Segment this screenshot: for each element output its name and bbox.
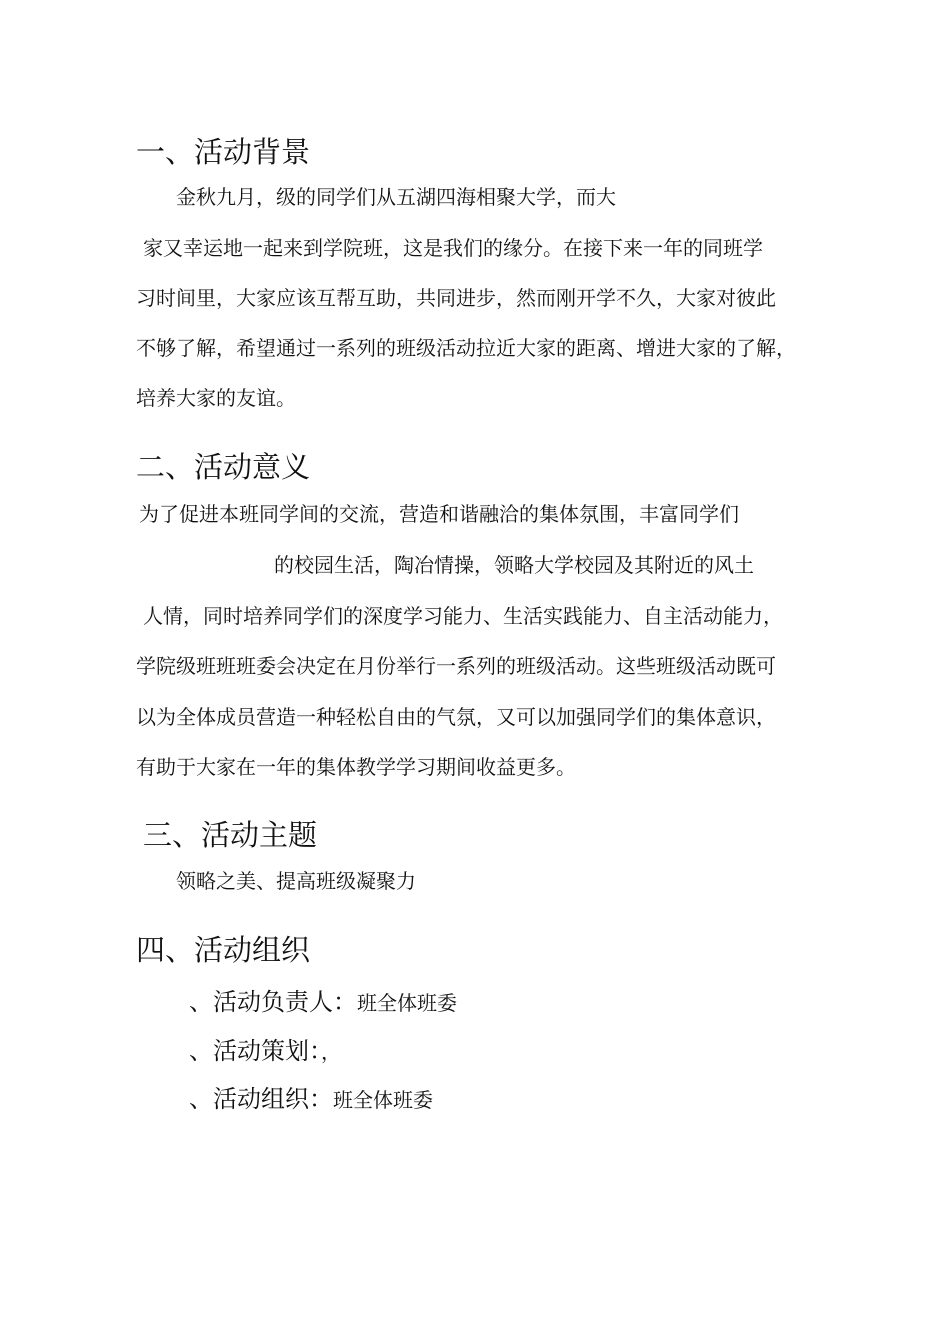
org-item: [189, 988, 457, 1017]
org-item-label: 、活动策划：: [189, 1037, 321, 1065]
section-heading-organization: 四、活动组织: [136, 933, 311, 967]
paragraph-line: 人情，同时培养同学们的深度学习能力、生活实践能力、自主活动能力，: [143, 604, 783, 628]
section-heading-theme: 三、活动主题: [143, 818, 318, 852]
paragraph-line: 习时间里，大家应该互帮互助，共同进步，然而刚开学不久，大家对彼此: [136, 286, 776, 310]
paragraph-line: 家又幸运地一起来到学院班，这是我们的缘分。在接下来一年的同班学: [143, 236, 763, 260]
org-item: [189, 1085, 433, 1114]
org-item-label: 、活动组织：: [189, 1085, 333, 1113]
org-item-value: 班全体班委: [357, 991, 457, 1015]
org-item-value: ，: [321, 1040, 341, 1064]
org-item-value: 班全体班委: [333, 1088, 433, 1112]
paragraph-line: 学院级班班班委会决定在月份举行一系列的班级活动。这些班级活动既可: [136, 654, 776, 678]
theme-text: 领略之美、提高班级凝聚力: [176, 869, 416, 893]
paragraph-line: 以为全体成员营造一种轻松自由的气氛，又可以加强同学们的集体意识，: [136, 705, 776, 729]
paragraph-line: 不够了解，希望通过一系列的班级活动拉近大家的距离、增进大家的了解，: [136, 336, 796, 360]
paragraph-line: 有助于大家在一年的集体教学学习期间收益更多。: [136, 755, 576, 779]
paragraph-line: 金秋九月，级的同学们从五湖四海相聚大学，而大: [176, 185, 616, 209]
section-heading-background: 一、活动背景: [136, 135, 311, 169]
section-heading-significance: 二、活动意义: [136, 450, 311, 484]
paragraph-line: 为了促进本班同学间的交流，营造和谐融洽的集体氛围，丰富同学们: [139, 502, 739, 526]
org-item: [189, 1037, 341, 1066]
paragraph-line: 培养大家的友谊。: [136, 386, 296, 410]
paragraph-line: 的校园生活，陶冶情操，领略大学校园及其附近的风土: [274, 553, 754, 577]
org-item-label: 、活动负责人：: [189, 988, 357, 1016]
